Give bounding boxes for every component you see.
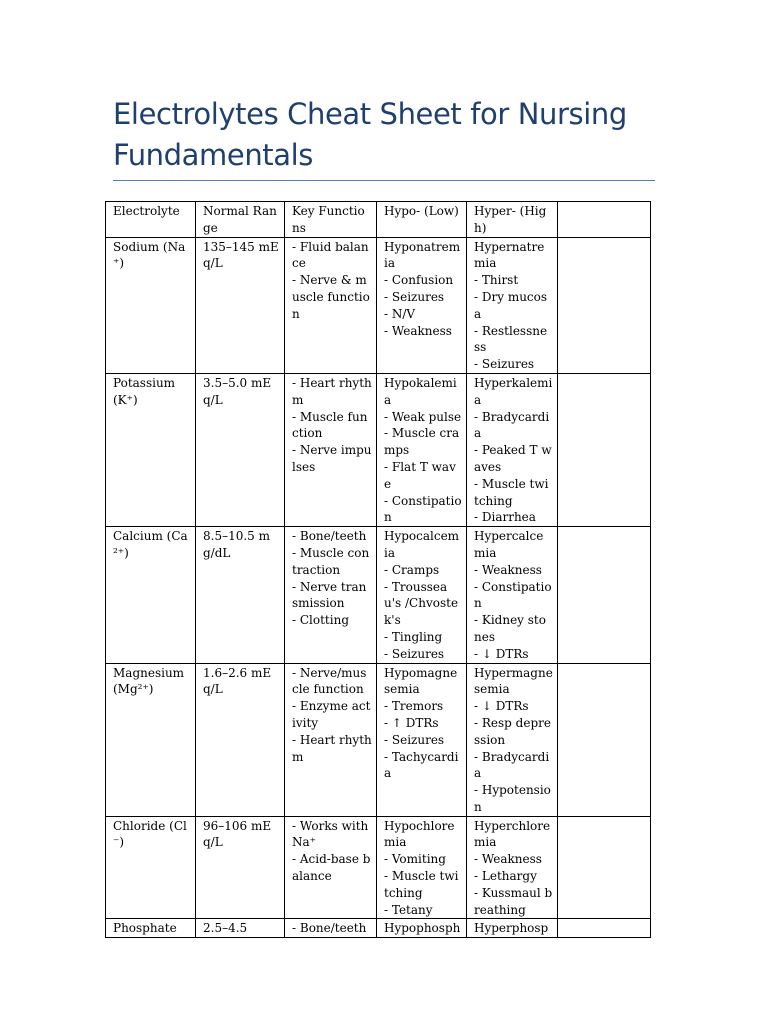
- cell-line: - Trousseau's /Chvostek's: [384, 579, 459, 628]
- cell-line: - ↓ DTRs: [474, 646, 529, 661]
- cell-line: - Restlessness: [474, 323, 548, 355]
- hyper-cell: [467, 237, 558, 373]
- cell-line: - Bradycardia: [474, 749, 550, 781]
- cell-line: - Weakness: [474, 852, 542, 867]
- cell-line: - ↑ DTRs: [384, 715, 439, 730]
- hypo-cell: [377, 663, 467, 816]
- cell-line: - Bradycardia: [474, 409, 550, 441]
- functions-cell: [285, 237, 377, 373]
- cell-line: - Tingling: [384, 629, 443, 644]
- cell-line: - Muscle twitching: [384, 869, 459, 900]
- cell-line: Hypokalemia: [384, 375, 457, 407]
- cell-line: - Acid-base balance: [292, 852, 371, 884]
- page-title: Electrolytes Cheat Sheet for Nursing Fundamentals: [113, 97, 627, 172]
- cell-line: - Weakness: [384, 323, 452, 338]
- electrolyte-cell: Magnesium (Mg²⁺): [106, 663, 196, 816]
- hyper-cell: [467, 527, 558, 663]
- cell-line: - Seizures: [384, 289, 445, 304]
- header-extra: [558, 202, 651, 238]
- hypo-cell: [377, 816, 467, 919]
- cell-line: - Constipation: [384, 493, 462, 525]
- cell-line: - Tremors: [384, 699, 444, 714]
- functions-cell: [285, 816, 377, 919]
- title-underline: [113, 180, 655, 181]
- cell-line: - Peaked T waves: [474, 443, 552, 474]
- cell-line: Hypocalcemia: [384, 529, 460, 560]
- cell-line: - Seizures: [474, 357, 535, 372]
- range-cell: 1.6–2.6 mEq/L: [196, 663, 285, 816]
- cell-line: - Diarrhea: [474, 510, 536, 525]
- cell-line: - Vomiting: [384, 852, 446, 867]
- cell-line: Hyponatremia: [384, 239, 461, 271]
- cell-line: Hypophosph: [384, 921, 461, 936]
- cell-line: - Hypotension: [474, 783, 551, 814]
- cell-line: - Bone/teeth: [292, 921, 367, 936]
- cell-line: - Thirst: [474, 273, 519, 288]
- range-cell: 3.5–5.0 mEq/L: [196, 373, 285, 526]
- cell-line: - Nerve & muscle function: [292, 273, 370, 321]
- extra-cell: [558, 373, 651, 526]
- cell-line: - Heart rhythm: [292, 375, 372, 407]
- cell-line: - Lethargy: [474, 869, 537, 884]
- cell-line: - Kidney stones: [474, 613, 546, 644]
- hypo-cell: [377, 527, 467, 663]
- header-electrolyte: Electrolyte: [106, 202, 196, 238]
- cell-line: - Heart rhythm: [292, 732, 372, 764]
- range-cell: 135–145 mEq/L: [196, 237, 285, 373]
- table-row: [106, 919, 651, 938]
- header-hyper: Hyper- (High): [467, 202, 558, 238]
- extra-cell: [558, 663, 651, 816]
- hypo-cell: [377, 919, 467, 938]
- cell-line: - Muscle contraction: [292, 545, 370, 577]
- functions-cell: [285, 663, 377, 816]
- extra-cell: [558, 527, 651, 663]
- cell-line: - Cramps: [384, 562, 440, 577]
- cell-line: - Nerve/muscle function: [292, 665, 367, 697]
- table-row: [106, 373, 651, 526]
- table-row: [106, 816, 651, 919]
- hyper-cell: [467, 816, 558, 919]
- hypo-cell: [377, 373, 467, 526]
- cell-line: - Muscle cramps: [384, 426, 460, 458]
- functions-cell: [285, 373, 377, 526]
- header-key-functions: Key Functions: [285, 202, 377, 238]
- cell-line: - Constipation: [474, 579, 552, 611]
- cell-line: - Dry mucosa: [474, 289, 548, 321]
- cell-line: - Tetany: [384, 902, 433, 917]
- cell-line: - Weak pulse: [384, 409, 462, 424]
- electrolyte-cell: Phosphate: [106, 919, 196, 938]
- extra-cell: [558, 237, 651, 373]
- hyper-cell: [467, 919, 558, 938]
- header-normal-range: Normal Range: [196, 202, 285, 238]
- cell-line: - Nerve impulses: [292, 443, 372, 474]
- cell-line: - Seizures: [384, 732, 445, 747]
- electrolyte-cell: Chloride (Cl⁻): [106, 816, 196, 919]
- cell-line: Hypomagnesemia: [384, 665, 458, 697]
- cell-line: - Confusion: [384, 273, 454, 288]
- electrolytes-table: [105, 201, 651, 938]
- electrolyte-cell: Potassium (K⁺): [106, 373, 196, 526]
- table-header-row: [106, 202, 651, 238]
- cell-line: - N/V: [384, 306, 416, 321]
- table-row: [106, 663, 651, 816]
- cell-line: - Kussmaul breathing: [474, 885, 553, 917]
- functions-cell: [285, 527, 377, 663]
- cell-line: Hypermagnesemia: [474, 665, 553, 697]
- electrolyte-cell: Calcium (Ca²⁺): [106, 527, 196, 663]
- functions-cell: [285, 919, 377, 938]
- cell-line: - Resp depression: [474, 715, 551, 747]
- header-hypo: Hypo- (Low): [377, 202, 467, 238]
- hypo-cell: [377, 237, 467, 373]
- cell-line: Hypochloremia: [384, 818, 455, 850]
- range-cell: 96–106 mEq/L: [196, 816, 285, 919]
- cell-line: Hyperphosp: [474, 921, 549, 936]
- cell-line: - Bone/teeth: [292, 529, 367, 544]
- electrolyte-cell: Sodium (Na⁺): [106, 237, 196, 373]
- table-row: [106, 237, 651, 373]
- range-cell: 8.5–10.5 mg/dL: [196, 527, 285, 663]
- cell-line: Hypercalcemia: [474, 529, 544, 560]
- cell-line: - Fluid balance: [292, 239, 369, 271]
- hyper-cell: [467, 663, 558, 816]
- cell-line: - Tachycardia: [384, 749, 459, 781]
- cell-line: - Muscle twitching: [474, 476, 549, 508]
- cell-line: - Muscle function: [292, 409, 368, 441]
- cell-line: - Seizures: [384, 646, 445, 661]
- cell-line: Hyperchloremia: [474, 818, 551, 850]
- extra-cell: [558, 816, 651, 919]
- cell-line: - Flat T wave: [384, 459, 456, 491]
- cell-line: - Clotting: [292, 613, 350, 628]
- cell-line: - Nerve transmission: [292, 579, 367, 611]
- table-row: [106, 527, 651, 663]
- cell-line: - Enzyme activity: [292, 699, 371, 730]
- cell-line: Hyperkalemia: [474, 375, 553, 407]
- extra-cell: [558, 919, 651, 938]
- range-cell: 2.5–4.5: [196, 919, 285, 938]
- cell-line: - ↓ DTRs: [474, 699, 529, 714]
- cell-line: - Weakness: [474, 562, 542, 577]
- cell-line: Hypernatremia: [474, 239, 545, 271]
- cell-line: - Works with Na⁺: [292, 818, 373, 850]
- hyper-cell: [467, 373, 558, 526]
